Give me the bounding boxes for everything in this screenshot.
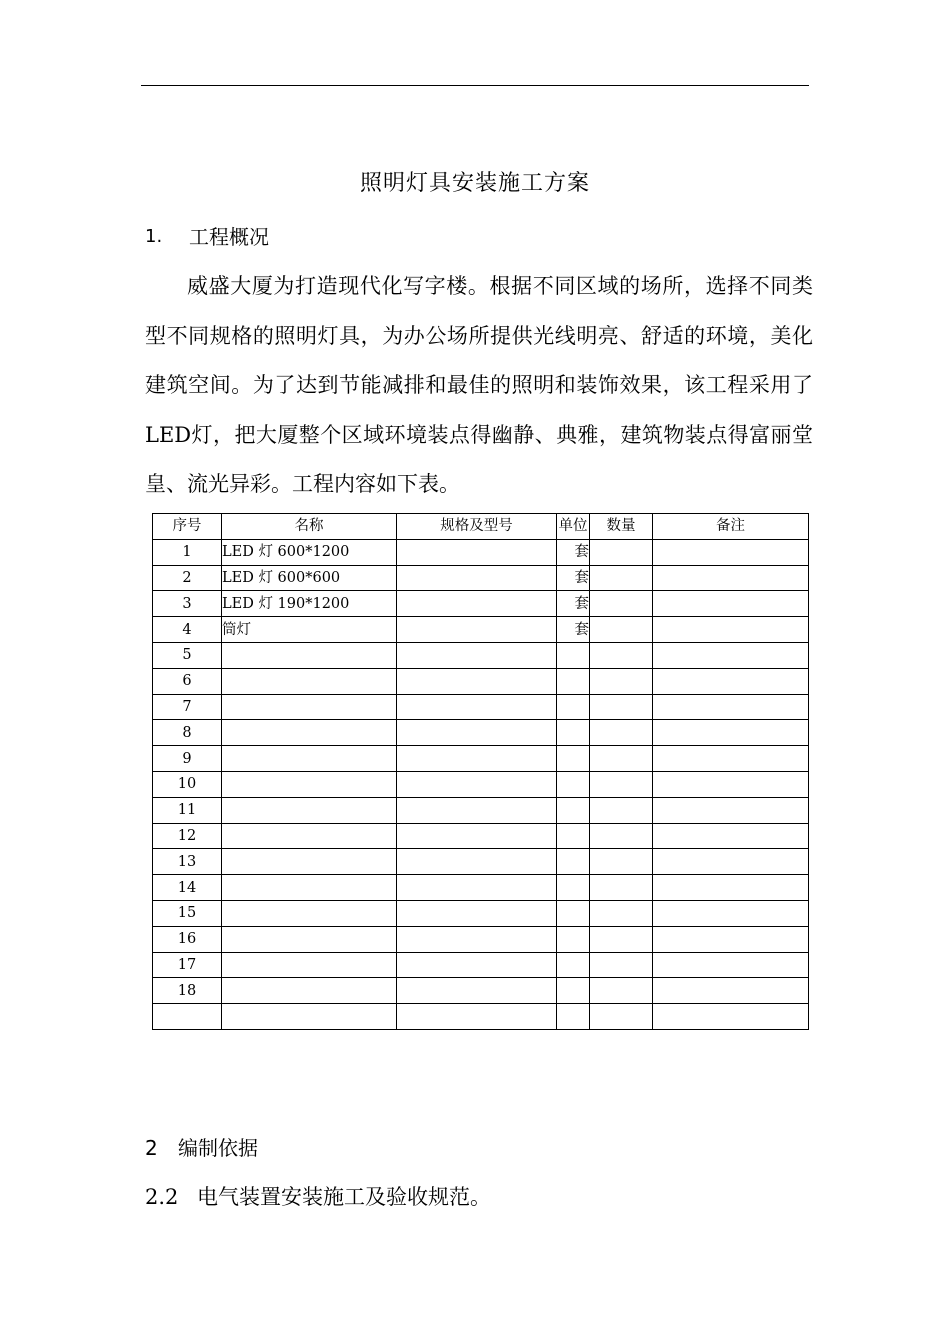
cell-name xyxy=(222,771,397,797)
header-note: 备注 xyxy=(653,514,809,540)
cell-spec xyxy=(397,952,557,978)
cell-name: LED 灯 600*600 xyxy=(222,565,397,591)
cell-qty xyxy=(590,668,653,694)
cell-unit xyxy=(557,694,590,720)
cell-spec xyxy=(397,694,557,720)
cell-spec xyxy=(397,746,557,772)
cell-note xyxy=(653,720,809,746)
cell-qty xyxy=(590,617,653,643)
cell-qty xyxy=(590,1004,653,1030)
table-row xyxy=(153,771,809,797)
header-unit: 单位 xyxy=(557,514,590,540)
cell-spec xyxy=(397,668,557,694)
cell-no: 18 xyxy=(153,978,222,1004)
cell-qty xyxy=(590,565,653,591)
header-name: 名称 xyxy=(222,514,397,540)
cell-name xyxy=(222,642,397,668)
section-2-heading xyxy=(145,1133,258,1163)
table-row xyxy=(153,926,809,952)
cell-spec xyxy=(397,565,557,591)
cell-note xyxy=(653,668,809,694)
cell-note xyxy=(653,565,809,591)
cell-unit xyxy=(557,823,590,849)
cell-no: 6 xyxy=(153,668,222,694)
table-row xyxy=(153,642,809,668)
cell-qty xyxy=(590,642,653,668)
cell-no: 7 xyxy=(153,694,222,720)
section-2-item-number: 2.2 xyxy=(145,1185,179,1209)
cell-name xyxy=(222,746,397,772)
cell-no: 5 xyxy=(153,642,222,668)
cell-no: 10 xyxy=(153,771,222,797)
cell-no: 8 xyxy=(153,720,222,746)
section-2-number: 2 xyxy=(145,1136,158,1160)
cell-spec xyxy=(397,797,557,823)
cell-no: 14 xyxy=(153,875,222,901)
cell-spec xyxy=(397,617,557,643)
cell-unit xyxy=(557,952,590,978)
cell-qty xyxy=(590,720,653,746)
cell-no: 3 xyxy=(153,591,222,617)
cell-spec xyxy=(397,539,557,565)
table-row xyxy=(153,746,809,772)
cell-note xyxy=(653,849,809,875)
section-2-title: 编制依据 xyxy=(178,1136,258,1160)
cell-unit xyxy=(557,978,590,1004)
cell-qty xyxy=(590,797,653,823)
section-2-item-text: 电气装置安装施工及验收规范。 xyxy=(197,1185,491,1209)
cell-qty xyxy=(590,926,653,952)
cell-qty xyxy=(590,849,653,875)
cell-unit: 套 xyxy=(557,617,590,643)
table-row xyxy=(153,849,809,875)
cell-note xyxy=(653,694,809,720)
cell-qty xyxy=(590,591,653,617)
table-row xyxy=(153,952,809,978)
header-spec: 规格及型号 xyxy=(397,514,557,540)
cell-unit xyxy=(557,771,590,797)
table-row xyxy=(153,720,809,746)
cell-note xyxy=(653,875,809,901)
cell-spec xyxy=(397,978,557,1004)
cell-unit xyxy=(557,926,590,952)
cell-qty xyxy=(590,771,653,797)
cell-no: 1 xyxy=(153,539,222,565)
cell-unit xyxy=(557,900,590,926)
cell-name xyxy=(222,900,397,926)
table-body xyxy=(153,539,809,1029)
cell-qty xyxy=(590,694,653,720)
section-1-paragraph: 威盛大厦为打造现代化写字楼。根据不同区域的场所，选择不同类型不同规格的照明灯具，为办公场所提供光线明亮、舒适的环境，美化建筑空间。为了达到节能减排和最佳的照明和装饰效果，该工程采用了LED灯，把大厦整个区域环境装点得幽静、典雅，建筑物装点得富丽堂皇、流光异彩。工程内容如下表。 xyxy=(145,274,813,496)
cell-note xyxy=(653,978,809,1004)
table-row xyxy=(153,823,809,849)
cell-unit xyxy=(557,668,590,694)
cell-no xyxy=(153,1004,222,1030)
cell-spec xyxy=(397,875,557,901)
cell-name xyxy=(222,668,397,694)
cell-note xyxy=(653,591,809,617)
cell-unit xyxy=(557,797,590,823)
table-row xyxy=(153,900,809,926)
cell-note xyxy=(653,539,809,565)
cell-note xyxy=(653,926,809,952)
cell-qty xyxy=(590,823,653,849)
cell-spec xyxy=(397,591,557,617)
cell-name xyxy=(222,823,397,849)
section-1-heading xyxy=(145,222,269,252)
cell-note xyxy=(653,797,809,823)
cell-unit xyxy=(557,875,590,901)
cell-spec xyxy=(397,900,557,926)
cell-unit xyxy=(557,720,590,746)
section-1-number: 1. xyxy=(145,226,163,247)
cell-unit xyxy=(557,1004,590,1030)
table-row xyxy=(153,565,809,591)
cell-note xyxy=(653,900,809,926)
lighting-table xyxy=(152,513,809,1030)
cell-name xyxy=(222,720,397,746)
cell-no: 16 xyxy=(153,926,222,952)
cell-unit: 套 xyxy=(557,591,590,617)
cell-spec xyxy=(397,771,557,797)
header-rule xyxy=(141,85,809,86)
cell-no: 9 xyxy=(153,746,222,772)
table-row xyxy=(153,875,809,901)
section-1-title: 工程概况 xyxy=(189,225,269,249)
cell-name xyxy=(222,797,397,823)
cell-unit: 套 xyxy=(557,565,590,591)
cell-name xyxy=(222,1004,397,1030)
cell-spec xyxy=(397,849,557,875)
cell-qty xyxy=(590,539,653,565)
cell-name xyxy=(222,694,397,720)
cell-no: 13 xyxy=(153,849,222,875)
cell-qty xyxy=(590,746,653,772)
cell-name xyxy=(222,926,397,952)
cell-no: 17 xyxy=(153,952,222,978)
cell-note xyxy=(653,617,809,643)
cell-name xyxy=(222,849,397,875)
cell-name: LED 灯 190*1200 xyxy=(222,591,397,617)
document-title: 照明灯具安装施工方案 xyxy=(359,171,590,196)
cell-no: 11 xyxy=(153,797,222,823)
cell-no: 4 xyxy=(153,617,222,643)
table-row xyxy=(153,668,809,694)
cell-unit xyxy=(557,746,590,772)
cell-note xyxy=(653,642,809,668)
cell-note xyxy=(653,952,809,978)
table-row xyxy=(153,617,809,643)
cell-name xyxy=(222,875,397,901)
header-no: 序号 xyxy=(153,514,222,540)
cell-qty xyxy=(590,978,653,1004)
cell-qty xyxy=(590,900,653,926)
cell-unit: 套 xyxy=(557,539,590,565)
header-qty: 数量 xyxy=(590,514,653,540)
table-row xyxy=(153,978,809,1004)
table-row xyxy=(153,591,809,617)
cell-spec xyxy=(397,720,557,746)
section-2-item xyxy=(145,1180,491,1214)
cell-name xyxy=(222,978,397,1004)
table-row xyxy=(153,539,809,565)
cell-spec xyxy=(397,1004,557,1030)
cell-qty xyxy=(590,875,653,901)
table-row xyxy=(153,694,809,720)
cell-note xyxy=(653,1004,809,1030)
table-header-row xyxy=(153,514,809,540)
cell-name: 筒灯 xyxy=(222,617,397,643)
cell-note xyxy=(653,746,809,772)
cell-note xyxy=(653,771,809,797)
cell-spec xyxy=(397,642,557,668)
cell-unit xyxy=(557,642,590,668)
cell-no: 12 xyxy=(153,823,222,849)
cell-unit xyxy=(557,849,590,875)
cell-note xyxy=(653,823,809,849)
cell-spec xyxy=(397,823,557,849)
cell-no: 15 xyxy=(153,900,222,926)
table-row xyxy=(153,1004,809,1030)
cell-no: 2 xyxy=(153,565,222,591)
cell-name: LED 灯 600*1200 xyxy=(222,539,397,565)
cell-name xyxy=(222,952,397,978)
cell-spec xyxy=(397,926,557,952)
cell-qty xyxy=(590,952,653,978)
table-row xyxy=(153,797,809,823)
